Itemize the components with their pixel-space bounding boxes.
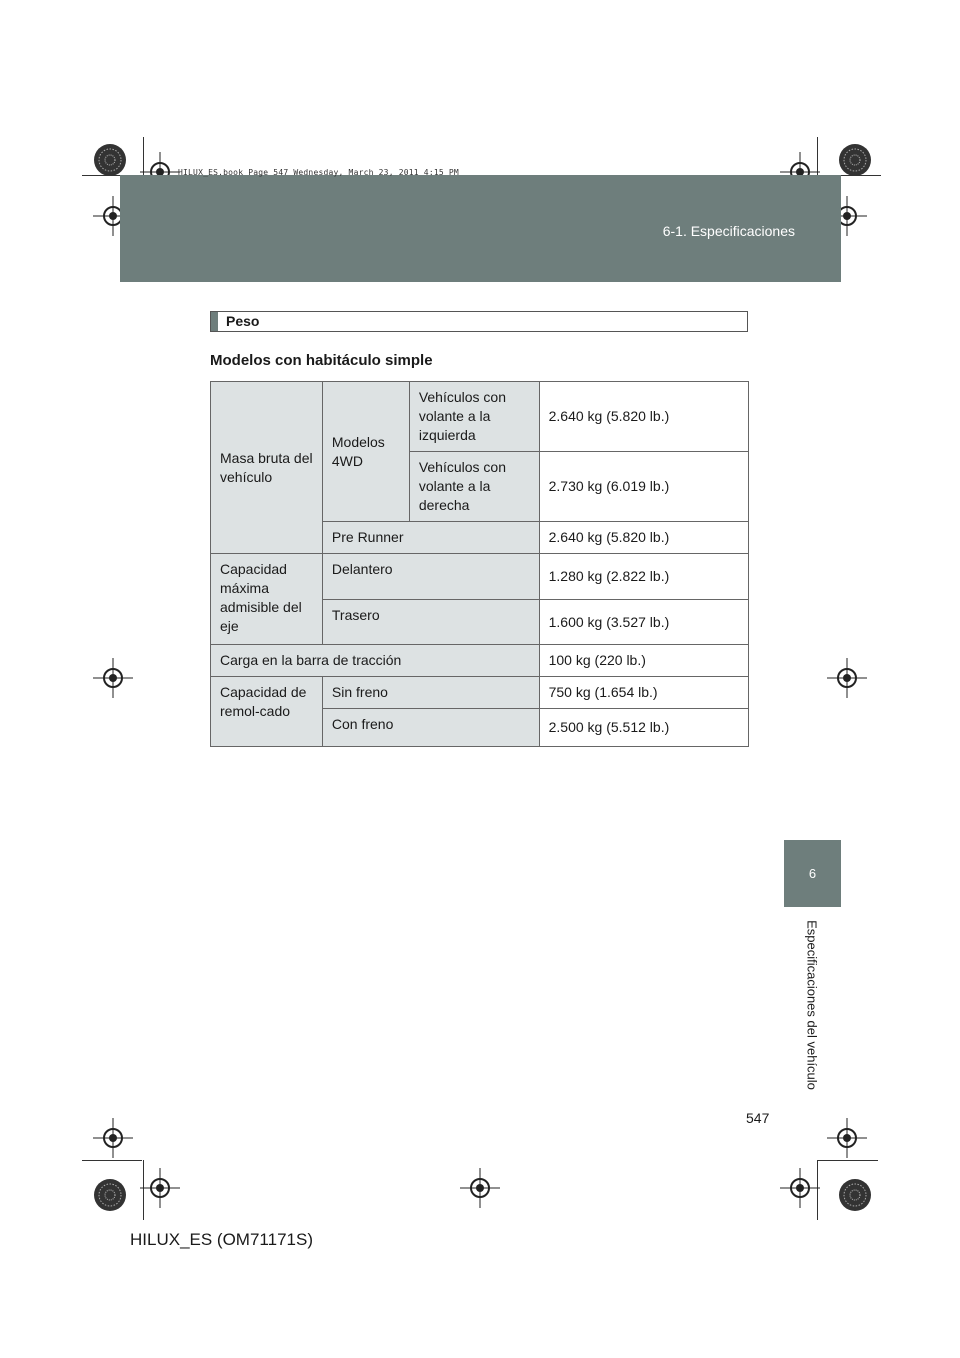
table-row: [211, 677, 749, 709]
table-cell: Con freno: [322, 709, 539, 747]
table-cell: 2.640 kg (5.820 lb.): [539, 522, 748, 554]
registration-mark-icon: [780, 1168, 820, 1208]
rosette-mark-icon: [93, 143, 127, 177]
table-row: [211, 645, 749, 677]
table-cell: 2.640 kg (5.820 lb.): [539, 382, 748, 452]
table-cell: 2.500 kg (5.512 lb.): [539, 709, 748, 747]
print-slug: HILUX_ES.book Page 547 Wednesday, March 23, 2011 4:15 PM: [178, 168, 459, 177]
chapter-tab: [784, 840, 841, 907]
header-section-title: 6-1. Especificaciones: [662, 223, 795, 239]
table-cell: Sin freno: [322, 677, 539, 709]
section-accent: [211, 312, 218, 331]
registration-mark-icon: [460, 1168, 500, 1208]
document-code: HILUX_ES (OM71171S): [130, 1230, 313, 1249]
table-row: [211, 554, 749, 600]
registration-mark-icon: [93, 658, 133, 698]
chapter-side-label: Especificaciones del vehículo: [804, 920, 820, 1090]
table-cell: Delantero: [322, 554, 539, 600]
table-cell: Vehículos con volante a la derecha: [409, 452, 539, 522]
crop-mark: [82, 1160, 142, 1161]
table-cell: Pre Runner: [322, 522, 539, 554]
rosette-mark-icon: [838, 143, 872, 177]
table-cell: Carga en la barra de tracción: [211, 645, 540, 677]
table-cell: 1.600 kg (3.527 lb.): [539, 600, 748, 645]
table-cell: Capacidad de remol-cado: [211, 677, 323, 747]
table-cell: Vehículos con volante a la izquierda: [409, 382, 539, 452]
table-cell: 2.730 kg (6.019 lb.): [539, 452, 748, 522]
crop-mark: [818, 1160, 878, 1161]
table-cell: Masa bruta del vehículo: [211, 382, 323, 554]
registration-mark-icon: [827, 1118, 867, 1158]
section-title-bar: [210, 311, 748, 332]
subheading: Modelos con habitáculo simple: [210, 352, 433, 369]
table-cell: 750 kg (1.654 lb.): [539, 677, 748, 709]
page-number: 547: [746, 1110, 770, 1126]
rosette-mark-icon: [93, 1178, 127, 1212]
table-cell: Trasero: [322, 600, 539, 645]
chapter-number: 6: [808, 866, 817, 881]
table-cell: Modelos 4WD: [322, 382, 409, 522]
table-row: [211, 382, 749, 452]
registration-mark-icon: [827, 658, 867, 698]
registration-mark-icon: [140, 1168, 180, 1208]
section-title: Peso: [226, 313, 260, 329]
rosette-mark-icon: [838, 1178, 872, 1212]
table-cell: Capacidad máxima admisible del eje: [211, 554, 323, 645]
table-cell: 100 kg (220 lb.): [539, 645, 748, 677]
registration-mark-icon: [93, 1118, 133, 1158]
table-cell: 1.280 kg (2.822 lb.): [539, 554, 748, 600]
header-band: [120, 175, 841, 282]
weight-spec-table: [210, 381, 749, 747]
